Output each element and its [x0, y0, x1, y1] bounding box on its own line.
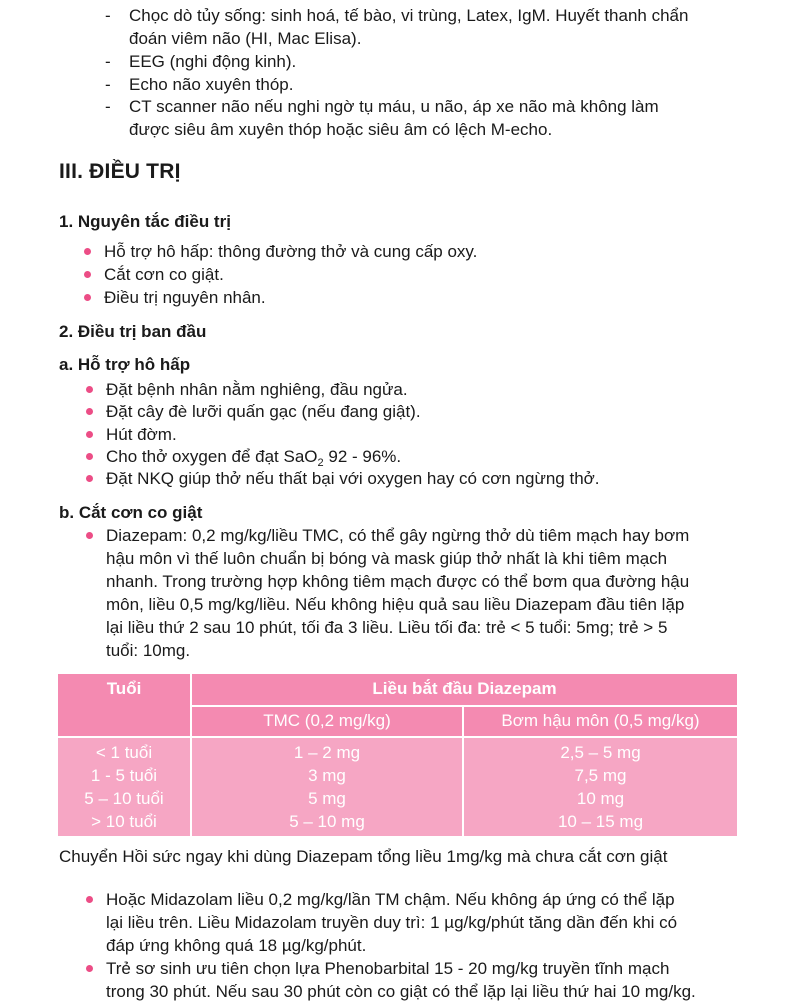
table-divider: [192, 705, 737, 707]
column-header-age: Tuổi: [106, 679, 142, 698]
column-header-rectal: Bơm hậu môn (0,5 mg/kg): [501, 711, 700, 730]
heading-initial-treatment: 2. Điều trị ban đầu: [59, 322, 207, 341]
text-line: Hoặc Midazolam liều 0,2 mg/kg/lần TM chậm. Nếu không áp ứng có thể lặp: [106, 890, 675, 909]
text-line: CT scanner não nếu nghi ngờ tụ máu, u não, áp xe não mà không làm: [129, 97, 659, 116]
dash-mark: -: [105, 75, 111, 94]
text-line: đoán viêm não (HI, Mac Elisa).: [129, 29, 362, 48]
text-line: Trẻ sơ sinh ưu tiên chọn lựa Phenobarbital 15 - 20 mg/kg truyền tĩnh mạch: [106, 959, 670, 978]
dash-mark: -: [105, 6, 111, 25]
bullet-icon: [84, 294, 91, 301]
bullet-icon: [86, 408, 93, 415]
text-line: môn, liều 0,5 mg/kg/liều. Nếu không hiệu quả sau liều Diazepam đầu tiên lặp: [106, 595, 685, 614]
table-column-iv: [192, 741, 462, 833]
text-line: Chọc dò tủy sống: sinh hoá, tế bào, vi trùng, Latex, IgM. Huyết thanh chẩn: [129, 6, 689, 25]
text-line: lại liều trên. Liều Midazolam truyền duy trì: 1 µg/kg/phút tăng dần đến khi có: [106, 913, 678, 932]
bullet-icon: [86, 431, 93, 438]
column-header-iv: TMC (0,2 mg/kg): [263, 711, 391, 730]
bullet-icon: [86, 532, 93, 539]
bullet-icon: [86, 475, 93, 482]
table-cell: < 1 tuổi: [95, 743, 153, 762]
heading-principles: 1. Nguyên tắc điều trị: [59, 212, 231, 231]
text-line: Diazepam: 0,2 mg/kg/liều TMC, có thể gây ngừng thở dù tiêm mạch hay bơm: [106, 526, 690, 545]
table-cell: 1 – 2 mg: [293, 743, 361, 762]
dash-mark: -: [105, 52, 111, 71]
table-cell: 10 mg: [576, 789, 625, 808]
bullet-icon: [84, 271, 91, 278]
table-cell: 5 – 10 mg: [289, 812, 365, 831]
table-column-age: [58, 741, 190, 833]
table-cell: 10 – 15 mg: [557, 812, 644, 831]
heading-stop-seizure: b. Cắt cơn co giật: [59, 503, 203, 522]
bullet-icon: [84, 248, 91, 255]
bullet-icon: [86, 386, 93, 393]
bullet-icon: [86, 896, 93, 903]
text-line: lại liều thứ 2 sau 10 phút, tối đa 3 liều. Liều tối đa: trẻ < 5 tuổi: 5mg; trẻ > 5: [106, 618, 668, 637]
text-line: hậu môn vì thế luôn chuẩn bị bóng và mask giúp thở nhất là khi tiêm mạch: [106, 549, 668, 568]
column-header-group: Liều bắt đầu Diazepam: [372, 679, 557, 698]
table-cell: 1 - 5 tuổi: [90, 766, 158, 785]
table-cell: 2,5 – 5 mg: [560, 743, 641, 762]
text-line: được siêu âm xuyên thóp hoặc siêu âm có lệch M-echo.: [129, 120, 553, 139]
note-transfer-icu: Chuyển Hồi sức ngay khi dùng Diazepam tổng liều 1mg/kg mà chưa cắt cơn giật: [59, 847, 668, 866]
diazepam-dose-table: [58, 674, 737, 836]
table-cell: 3 mg: [308, 766, 346, 785]
table-cell: > 10 tuổi: [91, 812, 157, 831]
text-line: tuổi: 10mg.: [106, 641, 191, 660]
text-line: Echo não xuyên thóp.: [129, 75, 294, 94]
table-cell: 5 – 10 tuổi: [84, 789, 164, 808]
table-column-rectal: [464, 741, 737, 833]
section-title: III. ĐIỀU TRỊ: [59, 160, 181, 183]
table-divider: [58, 736, 737, 738]
text-line: EEG (nghi động kinh).: [129, 52, 297, 71]
dash-mark: -: [105, 97, 111, 116]
table-cell: 5 mg: [308, 789, 346, 808]
table-cell: 7,5 mg: [574, 766, 627, 785]
text-line: đáp ứng không quá 18 µg/kg/phút.: [106, 936, 367, 955]
bullet-icon: [86, 453, 93, 460]
text-line: trong 30 phút. Nếu sau 30 phút còn co giật có thể lặp lại liều thứ hai 10 mg/kg.: [106, 982, 696, 1001]
text-line: nhanh. Trong trường hợp không tiêm mạch được có thể bơm qua đường hậu: [106, 572, 690, 591]
heading-respiratory-support: a. Hỗ trợ hô hấp: [59, 355, 191, 374]
bullet-icon: [86, 965, 93, 972]
